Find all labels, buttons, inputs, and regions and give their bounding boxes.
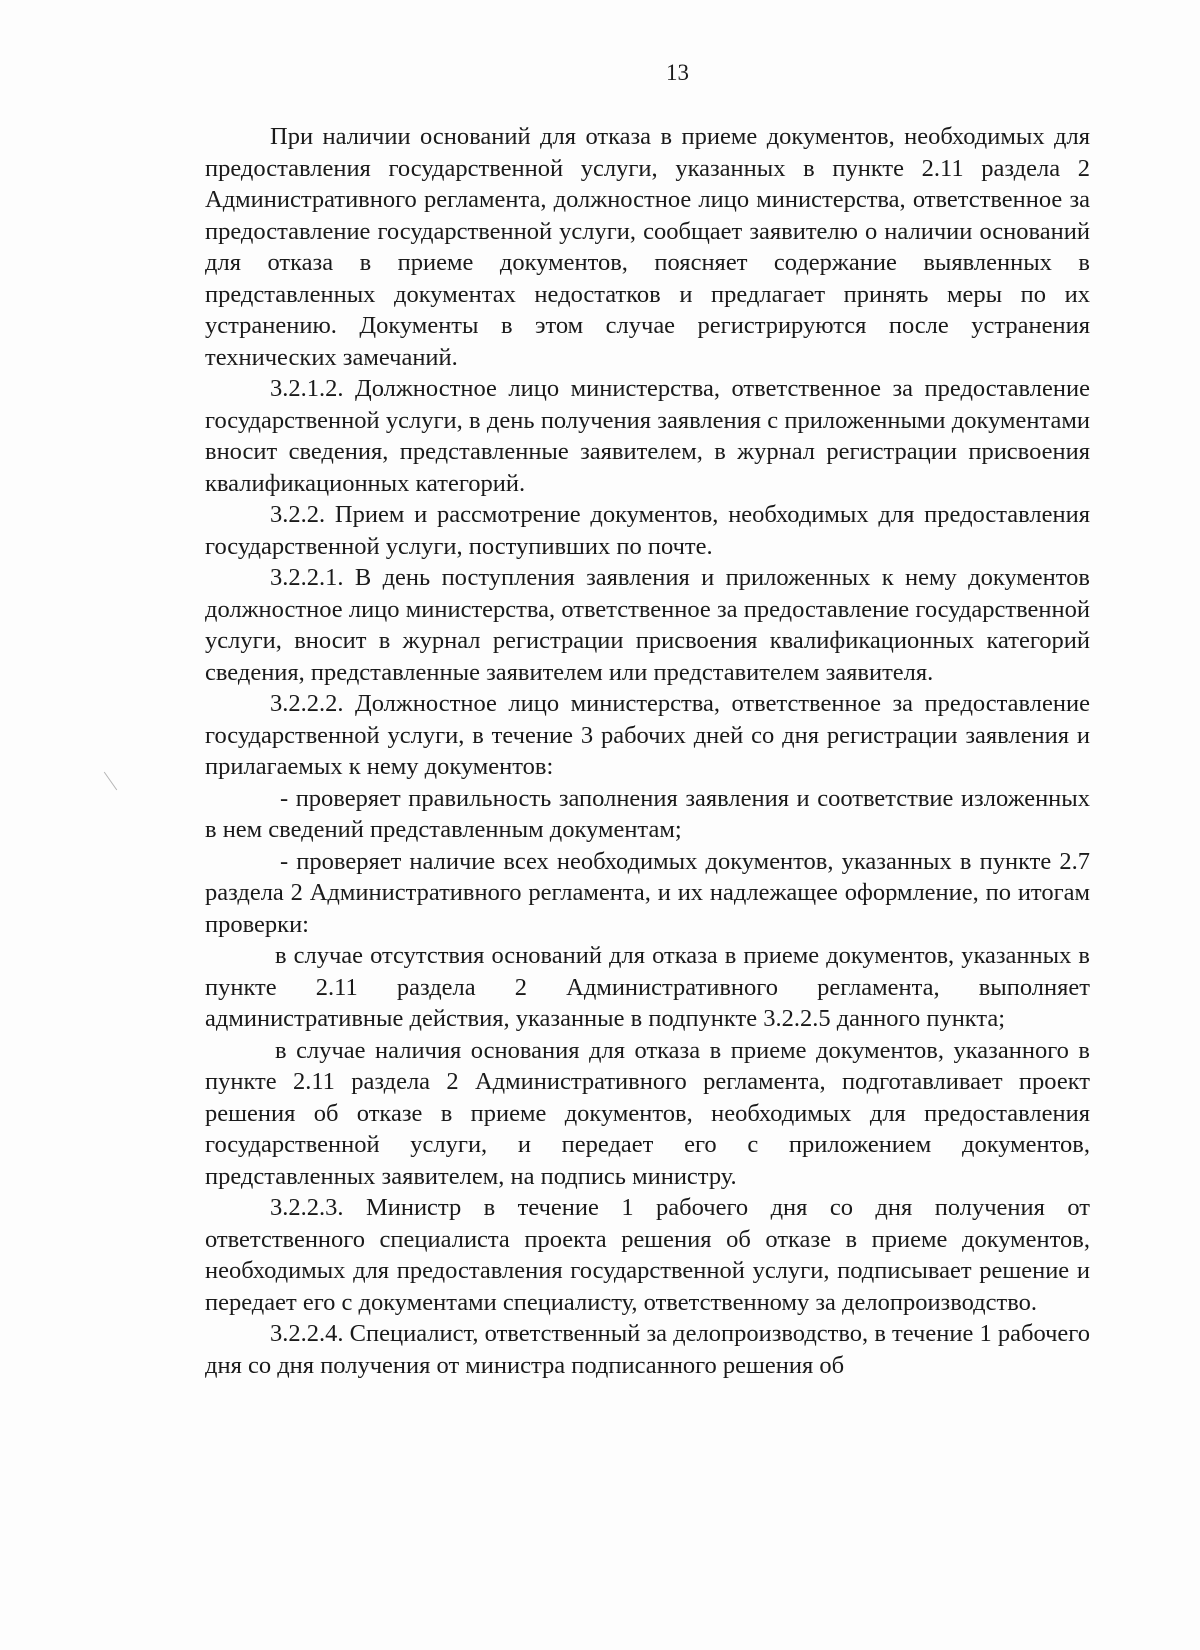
page-number: 13 [666,60,689,85]
scan-artifact-mark [104,772,117,791]
paragraph-case-no-grounds: в случае отсутствия оснований для отказа в приеме документов, указанных в пункте 2.11 раздела 2 Административного регламента, выполняет административные действия, указанные в подпункте 3.2.2.5 данного пункта; [205,942,1090,1032]
paragraph-3-2-2-3: 3.2.2.3. Министр в течение 1 рабочего дня со дня получения от ответственного специалиста проекта решения об отказе в приеме документов, необходимых для предоставления государственной услуги, подписывает решение и передает его с документами специалисту, ответственному за делопроизводство. [205,1194,1090,1316]
list-item-check-application: - проверяет правильность заполнения заявления и соответствие изложенных в нем сведений представленным документам; [205,784,1090,843]
paragraph-3-2-2-2: 3.2.2.2. Должностное лицо министерства, ответственное за предоставление государственной услуги, в течение 3 рабочих дней со дня регистрации заявления и прилагаемых к нему документов: [205,690,1090,780]
paragraph-3-2-2: 3.2.2. Прием и рассмотрение документов, необходимых для предоставления государственной услуги, поступивших по почте. [205,501,1090,560]
document-body [205,121,1090,1381]
paragraph-refusal-grounds: При наличии оснований для отказа в приеме документов, необходимых для предоставления государственной услуги, указанных в пункте 2.11 раздела 2 Административного регламента, должностное лицо министерства, ответственное за предоставление государственной услуги, сообщает заявителю о наличии оснований для отказа в приеме документов, поясняет содержание выявленных в представленных документах недостатков и предлагает принять меры по их устранению. Документы в этом случае регистрируются после устранения технических замечаний. [205,123,1090,371]
paragraph-3-2-2-4: 3.2.2.4. Специалист, ответственный за делопроизводство, в течение 1 рабочего дня со дня получения от министра подписанного решения об [205,1320,1090,1379]
list-item-check-documents: - проверяет наличие всех необходимых документов, указанных в пункте 2.7 раздела 2 Административного регламента, и их надлежащее оформление, по итогам проверки: [205,847,1090,938]
paragraph-case-grounds: в случае наличия основания для отказа в приеме документов, указанного в пункте 2.11 раздела 2 Административного регламента, подготавливает проект решения об отказе в приеме документов, необходимых для предоставления государственной услуги, и передает его с приложением документов, представленных заявителем, на подпись министру. [205,1036,1090,1190]
paragraph-3-2-1-2: 3.2.1.2. Должностное лицо министерства, ответственное за предоставление государственной услуги, в день получения заявления с приложенными документами вносит сведения, представленные заявителем, в журнал регистрации присвоения квалификационных категорий. [205,375,1090,497]
paragraph-3-2-2-1: 3.2.2.1. В день поступления заявления и приложенных к нему документов должностное лицо министерства, ответственное за предоставление государственной услуги, вносит в журнал регистрации присвоения квалификационных категорий сведения, представленные заявителем или представителем заявителя. [205,564,1090,686]
